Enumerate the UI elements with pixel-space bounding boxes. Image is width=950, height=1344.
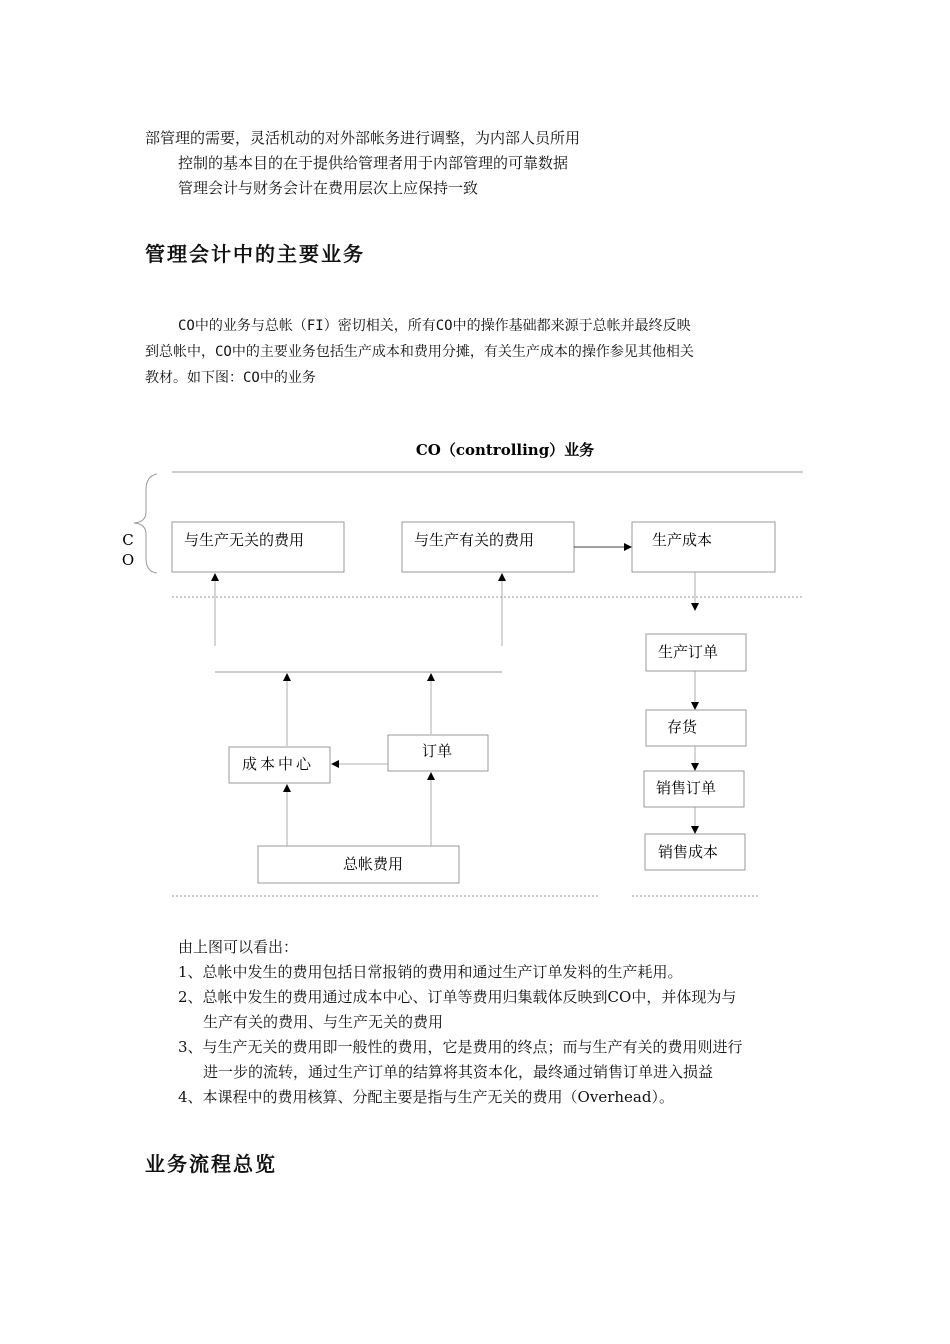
- analysis-item-2-line-2: 生产有关的费用、与生产无关的费用: [203, 1013, 444, 1031]
- paragraph-line-2: 到总帐中，CO中的主要业务包括生产成本和费用分摊，有关生产成本的操作参见其他相关: [145, 344, 694, 360]
- intro-line-2: 控制的基本目的在于提供给管理者用于内部管理的可靠数据: [178, 154, 569, 172]
- analysis-item-2-line-1: 2、总帐中发生的费用通过成本中心、订单等费用归集载体反映到CO中，并体现为与: [178, 988, 737, 1006]
- paragraph-line-1: CO中的业务与总帐（FI）密切相关，所有CO中的操作基础都来源于总帐并最终反映: [178, 318, 691, 334]
- co-label-o: O: [121, 551, 135, 569]
- box-cost-center-label: 成本中心: [242, 755, 315, 773]
- paragraph-line-3: 教材。如下图：CO中的业务: [145, 370, 316, 386]
- box-production-cost-label: 生产成本: [652, 531, 713, 549]
- analysis-item-3-line-1: 3、与生产无关的费用即一般性的费用，它是费用的终点；而与生产有关的费用则进行: [178, 1038, 743, 1056]
- section-heading-main-business: 管理会计中的主要业务: [145, 242, 365, 266]
- analysis-lead: 由上图可以看出：: [178, 938, 299, 956]
- analysis-item-3-line-2: 进一步的流转，通过生产订单的结算将其资本化，最终通过销售订单进入损益: [203, 1063, 714, 1081]
- box-unrelated-cost-label: 与生产无关的费用: [184, 531, 305, 549]
- analysis-item-1: 1、总帐中发生的费用包括日常报销的费用和通过生产订单发料的生产耗用。: [178, 963, 683, 981]
- section-heading-process-overview: 业务流程总览: [145, 1152, 277, 1176]
- diagram-title: CO（controlling）业务: [415, 441, 595, 459]
- box-gl-cost-label: 总帐费用: [343, 855, 404, 873]
- box-related-cost-label: 与生产有关的费用: [414, 531, 535, 549]
- intro-line-1: 部管理的需要，灵活机动的对外部帐务进行调整，为内部人员所用: [145, 129, 581, 147]
- intro-line-3: 管理会计与财务会计在费用层次上应保持一致: [178, 179, 479, 197]
- co-label-c: C: [122, 531, 134, 549]
- box-sales-cost-label: 销售成本: [658, 843, 719, 861]
- box-sales-order-label: 销售订单: [656, 779, 717, 797]
- box-production-order-label: 生产订单: [658, 643, 719, 661]
- analysis-item-4: 4、本课程中的费用核算、分配主要是指与生产无关的费用（Overhead）。: [178, 1088, 674, 1106]
- box-inventory-label: 存货: [667, 718, 698, 736]
- co-brace: [134, 474, 157, 573]
- box-order-label: 订单: [422, 742, 453, 760]
